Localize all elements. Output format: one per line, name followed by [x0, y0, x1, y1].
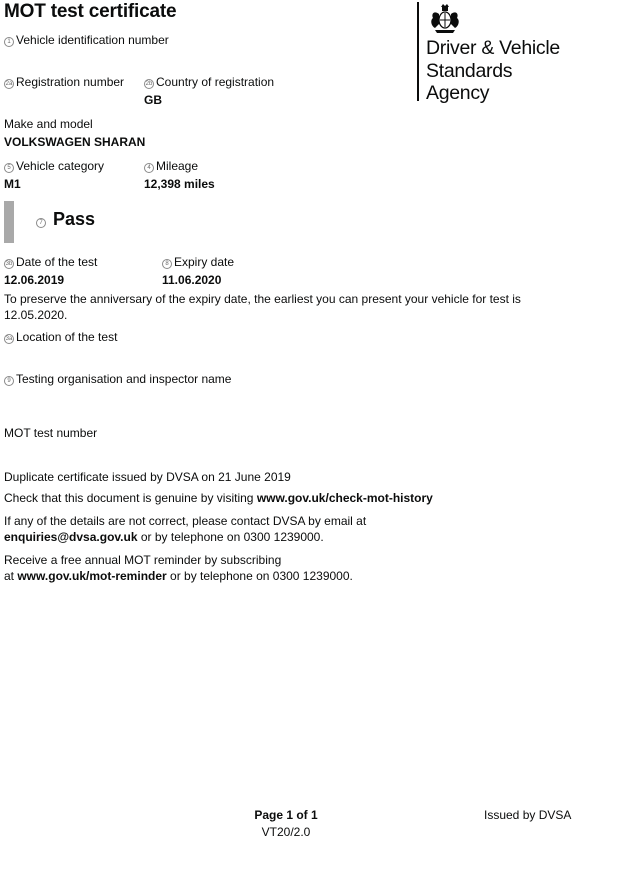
agency-name-line-2: Standards: [426, 59, 513, 82]
field-number-badge: 8: [162, 259, 172, 269]
location-label-text: Location of the test: [16, 330, 118, 344]
category-value: M1: [4, 177, 21, 191]
registration-label: [4, 75, 124, 89]
test-result-value: Pass: [53, 209, 96, 229]
agency-name-line-3: Agency: [426, 82, 490, 104]
mileage-label: [144, 159, 198, 173]
contact-note: [4, 513, 366, 545]
field-number-badge: 1: [4, 37, 14, 47]
check-genuine-note: [4, 490, 433, 506]
location-label: [4, 330, 117, 344]
duplicate-note: Duplicate certificate issued by DVSA on 21 June 2019: [4, 470, 291, 484]
royal-coat-of-arms-icon: [425, 2, 465, 34]
issued-by: Issued by DVSA: [484, 808, 572, 822]
category-label-text: Vehicle category: [16, 159, 105, 173]
field-number-badge: 9: [4, 376, 14, 386]
country-label-text: Country of registration: [156, 75, 275, 89]
test-date-label: [4, 255, 97, 269]
mileage-value: 12,398 miles: [144, 177, 215, 191]
logo-divider: [417, 2, 419, 101]
dvsa-logo: [417, 2, 617, 102]
registration-label-text: Registration number: [16, 75, 125, 89]
agency-name-line-1: Driver & Vehicle: [426, 37, 560, 59]
contact-phone-text: or by telephone on 0300 1239000.: [137, 530, 324, 544]
testing-org-label: [4, 372, 231, 386]
country-label: [144, 75, 274, 89]
contact-email-link[interactable]: enquiries@dvsa.gov.uk: [4, 530, 138, 544]
mot-test-number-label: MOT test number: [4, 426, 98, 440]
reminder-prefix-text: at: [4, 569, 18, 583]
expiry-label: [162, 255, 234, 269]
agency-name: [426, 37, 560, 105]
field-number-badge: 2b: [145, 81, 153, 87]
expiry-value: 11.06.2020: [162, 273, 222, 287]
page-number: Page 1 of 1: [254, 808, 318, 822]
reminder-note: [4, 552, 353, 584]
reminder-phone-text: or by telephone on 0300 1239000.: [166, 569, 353, 583]
field-number-badge: 3a: [5, 336, 13, 342]
mileage-label-text: Mileage: [156, 159, 199, 173]
vin-label: [4, 33, 169, 47]
test-result: [36, 209, 95, 230]
make-model-label: Make and model: [4, 117, 93, 131]
anniversary-note: To preserve the anniversary of the expiry date, the earliest you can present your vehicle for test is 12.05.2020.: [4, 292, 521, 322]
form-code: VT20/2.0: [261, 825, 311, 839]
reminder-note-line-1: Receive a free annual MOT reminder by subscribing: [4, 553, 282, 567]
field-number-badge: 4: [144, 163, 154, 173]
test-date-label-text: Date of the test: [16, 255, 98, 269]
field-number-badge: 2a: [5, 81, 13, 87]
mot-reminder-link[interactable]: www.gov.uk/mot-reminder: [17, 569, 167, 583]
field-number-badge: 7: [36, 218, 46, 228]
result-bar: [4, 201, 14, 243]
check-genuine-text: Check that this document is genuine by visiting: [4, 491, 257, 505]
certificate-title: MOT test certificate: [4, 1, 177, 22]
category-label: [4, 159, 104, 173]
testing-org-label-text: Testing organisation and inspector name: [16, 372, 232, 386]
expiry-label-text: Expiry date: [174, 255, 235, 269]
contact-note-line-1: If any of the details are not correct, please contact DVSA by email at: [4, 514, 367, 528]
vin-label-text: Vehicle identification number: [16, 33, 169, 47]
check-mot-history-link[interactable]: www.gov.uk/check-mot-history: [256, 491, 433, 505]
test-date-value: 12.06.2019: [4, 273, 65, 287]
field-number-badge: 3b: [5, 261, 13, 267]
field-number-badge: 5: [4, 163, 14, 173]
make-model-value: VOLKSWAGEN SHARAN: [4, 135, 146, 149]
country-value: GB: [144, 93, 162, 107]
